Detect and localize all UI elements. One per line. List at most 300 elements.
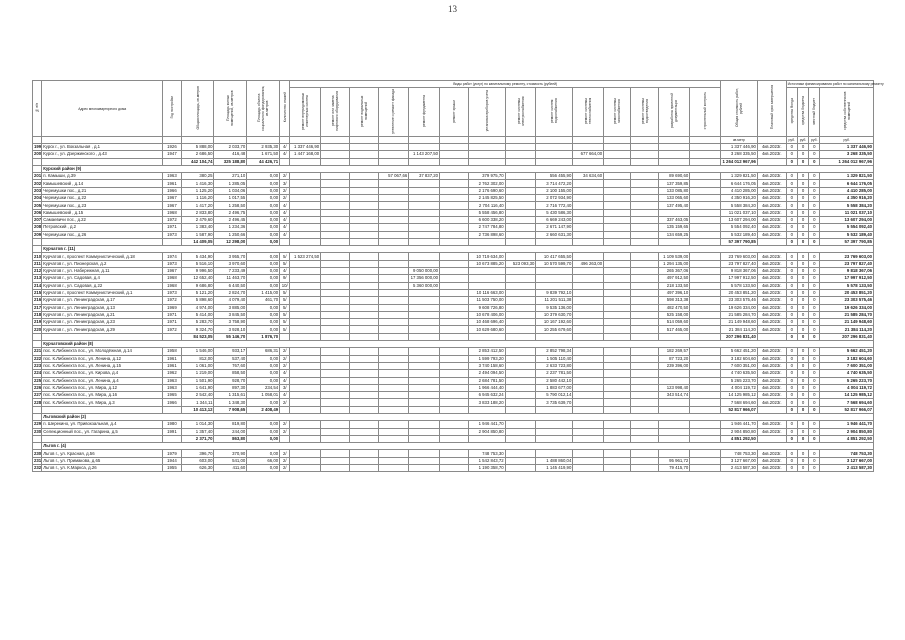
local-amount: 0 xyxy=(809,377,820,384)
completion-date: 4кв.2023г. xyxy=(757,377,786,384)
region-amount: 0 xyxy=(797,297,808,304)
work-cost xyxy=(573,326,604,333)
unit-sqm: кв.метр xyxy=(721,137,758,144)
work-cost xyxy=(536,151,573,158)
house-address: п. Камыши, д.39 xyxy=(42,173,163,180)
header-work-13: строительный контроль xyxy=(690,88,721,137)
work-cost xyxy=(290,282,321,289)
work-cost: 10 167 192,60 xyxy=(536,319,573,326)
work-cost: 9 050 000,00 xyxy=(409,268,440,275)
floors: 5/ xyxy=(280,319,290,326)
work-cost: 2 853 412,50 xyxy=(468,348,505,355)
local-amount: 0 xyxy=(809,195,820,202)
local-amount: 0 xyxy=(809,216,820,223)
work-cost xyxy=(630,355,659,362)
total-area: 1 344,11 xyxy=(181,399,214,406)
work-cost xyxy=(630,399,659,406)
total-area: 1 357,40 xyxy=(181,428,214,435)
work-cost xyxy=(440,399,469,406)
region-amount: 0 xyxy=(797,173,808,180)
living-area: 819,80 xyxy=(214,421,247,428)
completion-date: 4кв.2023г. xyxy=(757,195,786,202)
fund-area: 0,00 xyxy=(247,282,280,289)
work-cost xyxy=(630,173,659,180)
owners-amount: 5 265 223,70 xyxy=(820,377,874,384)
work-cost xyxy=(409,297,440,304)
work-cost xyxy=(349,224,378,231)
empty-cell xyxy=(573,406,604,413)
fond-amount: 0 xyxy=(786,224,797,231)
fond-amount: 0 xyxy=(786,421,797,428)
owners-amount: 11 021 037,10 xyxy=(820,209,874,216)
empty-cell xyxy=(290,238,321,245)
table-row xyxy=(33,377,874,384)
empty-cell xyxy=(349,435,378,442)
total-area: 1 501,90 xyxy=(181,377,214,384)
empty-cell xyxy=(536,238,573,245)
row-number: 222 xyxy=(34,355,42,361)
living-area: 7 233,49 xyxy=(214,268,247,275)
work-cost xyxy=(604,297,631,304)
work-cost xyxy=(409,362,440,369)
empty-cell xyxy=(349,406,378,413)
empty-cell xyxy=(536,158,573,165)
work-cost xyxy=(630,180,659,187)
row-number: 224 xyxy=(34,370,42,376)
empty-cell xyxy=(690,158,721,165)
living-area: 411,60 xyxy=(214,465,247,472)
work-cost xyxy=(690,275,721,282)
empty-cell xyxy=(659,406,690,413)
empty-cell xyxy=(757,158,786,165)
fond-amount: 0 xyxy=(786,202,797,209)
work-cost: 133 065,60 xyxy=(659,195,690,202)
work-cost xyxy=(440,253,469,260)
total-area: 626,30 xyxy=(181,465,214,472)
fund-area: 0,00 xyxy=(247,260,280,267)
empty-cell xyxy=(409,158,440,165)
local-amount: 0 xyxy=(809,187,820,194)
work-cost: 1 109 539,00 xyxy=(659,253,690,260)
total-area: 2 833,80 xyxy=(181,209,214,216)
work-cost: 10 255 679,60 xyxy=(536,326,573,333)
work-cost xyxy=(440,260,469,267)
work-cost xyxy=(409,421,440,428)
work-cost: 57 067,66 xyxy=(378,173,409,180)
living-area: 1 348,30 xyxy=(214,399,247,406)
total-area: 5 888,00 xyxy=(181,144,214,151)
work-cost xyxy=(409,209,440,216)
fond-amount: 0 xyxy=(786,377,797,384)
header-work-2: ремонт подвальных помещений xyxy=(349,88,378,137)
work-cost xyxy=(349,392,378,399)
work-cost xyxy=(409,319,440,326)
fund-area: 0,00 xyxy=(247,355,280,362)
work-cost xyxy=(349,151,378,158)
works-total: 5 662 451,20 xyxy=(721,348,758,355)
work-cost xyxy=(409,326,440,333)
works-total: 4 740 635,50 xyxy=(721,370,758,377)
region-amount: 0 xyxy=(797,450,808,457)
living-area: 6 440,50 xyxy=(214,282,247,289)
total-area: 1 125,20 xyxy=(181,187,214,194)
house-address: Льгов г., ул. Красная, д.56 xyxy=(42,450,163,457)
fund-area: 0,00 xyxy=(247,231,280,238)
living-area: 12 298,00 xyxy=(214,238,247,245)
work-cost xyxy=(505,216,536,223)
row-number: 208 xyxy=(34,224,42,230)
house-address: Петровский , д.2 xyxy=(42,224,163,231)
work-cost xyxy=(378,289,409,296)
owners-amount: 4 410 285,00 xyxy=(820,187,874,194)
fond-amount: 0 xyxy=(786,173,797,180)
works-total: 23 303 575,46 xyxy=(721,297,758,304)
work-cost xyxy=(290,297,321,304)
fond-amount: 0 xyxy=(786,435,797,442)
local-amount: 0 xyxy=(809,370,820,377)
house-address: Курчатов г., ул. Ленинградская, д.21 xyxy=(42,311,163,318)
work-cost xyxy=(440,216,469,223)
empty-cell xyxy=(280,238,290,245)
house-address: Курчатов г., ул. Пионерская, д.2 xyxy=(42,260,163,267)
work-cost xyxy=(690,362,721,369)
fund-area: 0,00 xyxy=(247,202,280,209)
works-total: 21 585 284,70 xyxy=(721,311,758,318)
work-cost xyxy=(440,282,469,289)
work-cost xyxy=(505,355,536,362)
completion-date: 4кв.2023г. xyxy=(757,399,786,406)
unit-rub-4: руб. xyxy=(820,137,874,144)
work-cost xyxy=(573,253,604,260)
region-amount: 0 xyxy=(797,421,808,428)
completion-date: 4кв.2023г. xyxy=(757,187,786,194)
empty-cell xyxy=(349,158,378,165)
living-area: 1 285,05 xyxy=(214,180,247,187)
work-cost xyxy=(378,450,409,457)
work-cost xyxy=(604,144,631,151)
total-area: 1 641,90 xyxy=(181,384,214,391)
work-cost xyxy=(321,428,350,435)
work-cost xyxy=(440,311,469,318)
floors: 4/ xyxy=(280,392,290,399)
work-cost: 1 966 444,40 xyxy=(468,384,505,391)
work-cost xyxy=(409,348,440,355)
work-cost xyxy=(630,209,659,216)
work-cost xyxy=(321,202,350,209)
works-total: 52 817 966,07 xyxy=(721,406,758,413)
header-work-8: ремонт систем водоснабжения xyxy=(536,88,573,137)
work-cost xyxy=(409,144,440,151)
empty-cell xyxy=(573,238,604,245)
works-total: 5 532 189,40 xyxy=(721,231,758,238)
empty-cell xyxy=(690,238,721,245)
work-cost xyxy=(659,151,690,158)
owners-amount: 5 554 092,40 xyxy=(820,224,874,231)
work-cost xyxy=(321,195,350,202)
living-area: 3 928,10 xyxy=(214,326,247,333)
row-number: 212 xyxy=(34,268,42,274)
owners-amount: 2 413 587,30 xyxy=(820,465,874,472)
table-row xyxy=(33,209,874,216)
completion-date: 4кв.2023г. xyxy=(757,421,786,428)
living-area: 1 258,50 xyxy=(214,202,247,209)
floors: 2/ xyxy=(280,348,290,355)
work-cost xyxy=(378,151,409,158)
work-cost xyxy=(349,370,378,377)
house-address: Курск г., ул. Вокзальная , д.1 xyxy=(42,144,163,151)
empty-cell xyxy=(536,406,573,413)
works-total: 7 568 694,60 xyxy=(721,399,758,406)
fond-amount: 0 xyxy=(786,289,797,296)
work-cost xyxy=(505,275,536,282)
work-cost xyxy=(630,202,659,209)
table-row xyxy=(33,297,874,304)
header-work-12: разработка проектной документации xyxy=(659,88,690,137)
work-cost xyxy=(630,282,659,289)
work-cost xyxy=(290,348,321,355)
work-cost xyxy=(505,289,536,296)
work-cost xyxy=(409,399,440,406)
empty-cell xyxy=(690,435,721,442)
region-amount: 0 xyxy=(797,465,808,472)
region-amount: 0 xyxy=(797,289,808,296)
works-total: 23 769 603,00 xyxy=(721,253,758,260)
living-area: 2 033,70 xyxy=(214,144,247,151)
work-cost xyxy=(409,370,440,377)
header-total-area: Общая площадь, кв.метров xyxy=(181,81,214,137)
work-cost xyxy=(378,224,409,231)
owners-amount: 20 453 851,20 xyxy=(820,289,874,296)
work-cost xyxy=(573,399,604,406)
work-cost xyxy=(604,370,631,377)
row-number: 225 xyxy=(34,377,42,383)
fund-area: 0,00 xyxy=(247,319,280,326)
work-cost: 10 116 663,00 xyxy=(468,289,505,296)
table-row xyxy=(33,370,874,377)
work-cost xyxy=(468,275,505,282)
empty-cell xyxy=(163,435,181,442)
work-cost xyxy=(349,253,378,260)
fond-amount: 0 xyxy=(786,370,797,377)
works-total: 1 946 441,70 xyxy=(721,421,758,428)
owners-amount: 6 644 176,05 xyxy=(820,180,874,187)
work-cost xyxy=(573,370,604,377)
work-cost: 1 542 843,72 xyxy=(468,457,505,464)
region-amount: 0 xyxy=(797,370,808,377)
table-row xyxy=(33,268,874,275)
total-area: 396,70 xyxy=(181,450,214,457)
empty-cell xyxy=(378,158,409,165)
work-cost xyxy=(440,421,469,428)
living-area: 767,60 xyxy=(214,362,247,369)
floors: 5/ xyxy=(280,289,290,296)
unit-rub-2: руб. xyxy=(797,137,808,144)
work-cost xyxy=(440,450,469,457)
row-number: 201 xyxy=(34,173,42,179)
empty-cell xyxy=(33,443,42,450)
build-year: 1961 xyxy=(163,180,181,187)
work-cost xyxy=(290,326,321,333)
work-cost xyxy=(630,253,659,260)
work-cost xyxy=(604,326,631,333)
work-cost xyxy=(290,362,321,369)
empty-cell xyxy=(33,333,42,340)
work-cost xyxy=(573,377,604,384)
build-year: 1962 xyxy=(163,370,181,377)
work-cost xyxy=(409,289,440,296)
work-cost: 239 396,00 xyxy=(659,362,690,369)
row-number: 215 xyxy=(34,290,42,296)
empty-cell xyxy=(290,158,321,165)
table-row xyxy=(33,421,874,428)
empty-cell xyxy=(659,238,690,245)
work-cost xyxy=(290,384,321,391)
empty-cell xyxy=(630,158,659,165)
work-cost xyxy=(630,216,659,223)
local-amount: 0 xyxy=(809,435,820,442)
build-year: 1963 xyxy=(163,377,181,384)
work-cost xyxy=(321,275,350,282)
header-living-area: Площадь жилых помещений, кв.метров xyxy=(214,81,247,137)
empty-cell xyxy=(321,333,350,340)
owners-amount: 21 384 114,20 xyxy=(820,326,874,333)
work-cost xyxy=(378,297,409,304)
total-area: 4 974,00 xyxy=(181,304,214,311)
work-cost xyxy=(378,355,409,362)
group-title-row xyxy=(33,246,874,253)
work-cost xyxy=(378,370,409,377)
completion-date: 4кв.2023г. xyxy=(757,224,786,231)
region-amount: 0 xyxy=(797,392,808,399)
work-cost xyxy=(440,231,469,238)
work-cost xyxy=(409,224,440,231)
empty-cell xyxy=(280,406,290,413)
work-cost xyxy=(409,216,440,223)
work-cost: 3 740 158,60 xyxy=(468,362,505,369)
floors: 5/ xyxy=(280,304,290,311)
empty-cell xyxy=(321,238,350,245)
group-title-row xyxy=(33,165,874,172)
row-number: 226 xyxy=(34,384,42,390)
work-cost xyxy=(440,151,469,158)
floors: 2/ xyxy=(280,399,290,406)
work-cost: 10 468 696,40 xyxy=(468,319,505,326)
work-cost: 2 072 934,90 xyxy=(536,195,573,202)
fund-area: 0,00 xyxy=(247,362,280,369)
header-fund-area: Площадь объекта социального фондирования, кв.метров xyxy=(247,81,280,137)
region-amount: 0 xyxy=(797,428,808,435)
floors: 2/ xyxy=(280,421,290,428)
row-number: 210 xyxy=(34,253,42,259)
work-cost xyxy=(290,260,321,267)
work-cost xyxy=(321,231,350,238)
work-cost xyxy=(630,370,659,377)
work-cost xyxy=(690,428,721,435)
local-amount: 0 xyxy=(809,209,820,216)
work-cost xyxy=(573,450,604,457)
living-area: 3 970,60 xyxy=(214,260,247,267)
fond-amount: 0 xyxy=(786,399,797,406)
work-cost xyxy=(321,377,350,384)
local-amount: 0 xyxy=(809,450,820,457)
work-cost xyxy=(321,216,350,223)
living-area: 7 908,65 xyxy=(214,406,247,413)
work-cost xyxy=(690,457,721,464)
work-cost xyxy=(659,377,690,384)
work-cost xyxy=(604,450,631,457)
empty-cell xyxy=(321,435,350,442)
work-cost xyxy=(349,311,378,318)
work-cost xyxy=(630,275,659,282)
table-row xyxy=(33,202,874,209)
work-cost xyxy=(290,457,321,464)
living-area: 541,00 xyxy=(214,457,247,464)
fund-area: 0,00 xyxy=(247,399,280,406)
fund-area: 2 935,30 xyxy=(247,144,280,151)
row-number: 230 xyxy=(34,428,42,434)
fond-amount: 0 xyxy=(786,238,797,245)
work-cost: 9 535 136,00 xyxy=(536,304,573,311)
house-address: Курчатов г., ул. Ленинградская, д.13 xyxy=(42,304,163,311)
work-cost xyxy=(290,304,321,311)
local-amount: 0 xyxy=(809,421,820,428)
work-cost: 2 176 690,60 xyxy=(468,187,505,194)
house-address: Курчатов г., ул. Ленинградская, д.17 xyxy=(42,297,163,304)
work-cost xyxy=(349,355,378,362)
empty-cell xyxy=(757,333,786,340)
total-area: 380,25 xyxy=(181,173,214,180)
owners-amount: 4 740 635,50 xyxy=(820,370,874,377)
work-cost xyxy=(290,275,321,282)
fund-area: 0,00 xyxy=(247,268,280,275)
header-sources-merged: Источники финансирования работ по капитальному ремонту xyxy=(787,82,884,86)
owners-amount: 21 585 284,70 xyxy=(820,311,874,318)
work-cost xyxy=(630,187,659,194)
table-row xyxy=(33,428,874,435)
work-cost xyxy=(505,151,536,158)
work-cost xyxy=(378,260,409,267)
work-cost: 556 455,90 xyxy=(536,173,573,180)
work-cost: 34 634,60 xyxy=(573,173,604,180)
work-cost xyxy=(505,450,536,457)
build-year: 1973 xyxy=(163,231,181,238)
work-cost xyxy=(378,216,409,223)
total-area: 1 061,00 xyxy=(181,362,214,369)
work-cost xyxy=(604,282,631,289)
work-cost xyxy=(321,173,350,180)
work-cost: 87 723,20 xyxy=(659,355,690,362)
group-title: Курский район (9) xyxy=(42,165,874,172)
work-cost xyxy=(604,311,631,318)
work-cost xyxy=(630,144,659,151)
empty-cell xyxy=(378,333,409,340)
completion-date: 4кв.2023г. xyxy=(757,428,786,435)
empty-cell xyxy=(349,238,378,245)
row-number: 221 xyxy=(34,348,42,354)
table-row xyxy=(33,195,874,202)
work-cost: 3 833 188,20 xyxy=(468,399,505,406)
work-cost xyxy=(290,231,321,238)
house-address: Курчатов г., проспект Коммунистический, д.18 xyxy=(42,253,163,260)
local-amount: 0 xyxy=(809,428,820,435)
work-cost xyxy=(378,311,409,318)
work-cost xyxy=(690,355,721,362)
fund-area: 0,00 xyxy=(247,421,280,428)
fond-amount: 0 xyxy=(786,428,797,435)
work-cost: 5 558 456,80 xyxy=(468,209,505,216)
work-cost xyxy=(505,180,536,187)
work-cost xyxy=(604,151,631,158)
